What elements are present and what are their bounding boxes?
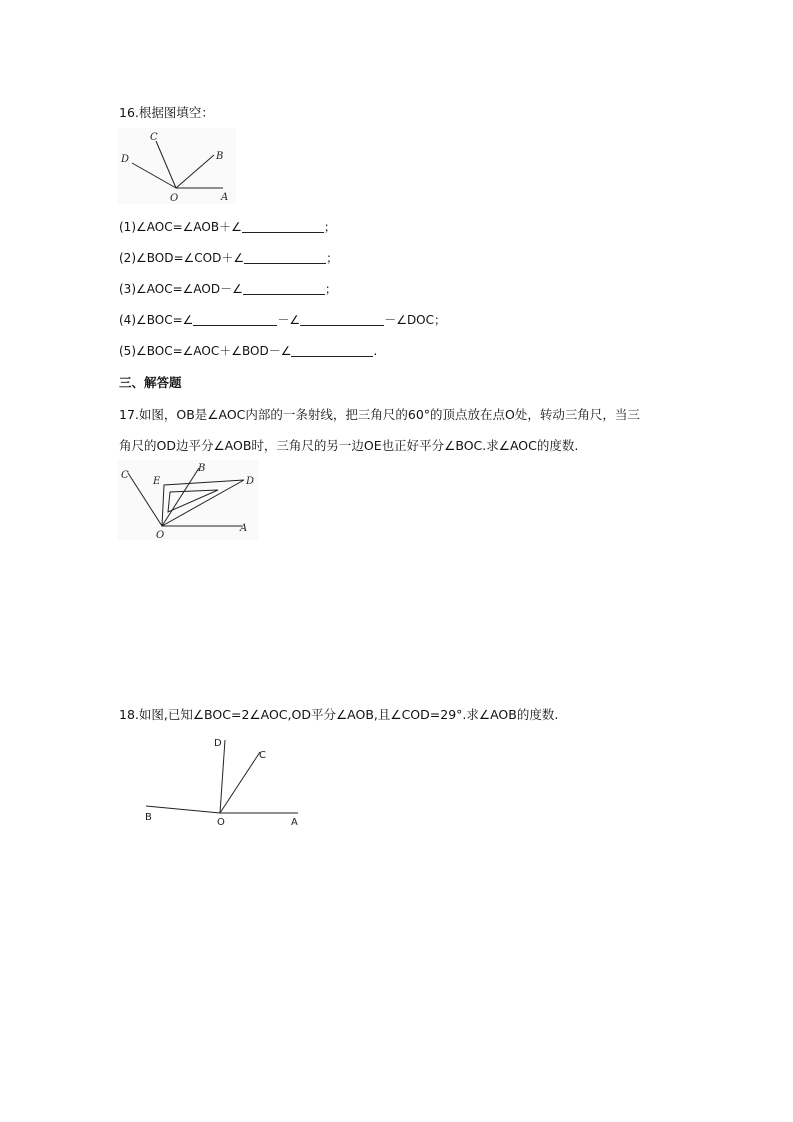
section-heading: 三、解答题 [119,375,182,390]
ray-OD [220,740,225,813]
ray-OC [220,752,260,813]
ray-OB [146,806,220,813]
label-B: B [145,812,152,823]
q16-item-1: (1)∠AOC=∠AOB＋∠ ； [119,220,336,234]
label-C: C [259,750,266,761]
q16-item-2: (2)∠BOD=∠COD＋∠ ； [119,251,339,265]
answer-blank[interactable] [243,282,325,295]
label-A: A [291,817,298,828]
q16-item-3: (3)∠AOC=∠AOD－∠ ； [119,282,337,296]
answer-blank[interactable] [291,344,373,357]
label-O: O [156,530,165,541]
q16-item-4: (4)∠BOC=∠ －∠ －∠DOC； [119,313,447,327]
answer-blank[interactable] [193,313,277,326]
label-O: O [170,193,179,204]
label-E: E [153,476,161,487]
q17-text-line-1: 17.如图，OB是∠AOC内部的一条射线，把三角尺的60°的顶点放在点O处，转动三角尺，当三 [119,407,640,422]
label-B: B [216,151,224,162]
q18-text: 18.如图,已知∠BOC=2∠AOC,OD平分∠AOB,且∠COD=29°.求∠AOB的度数. [119,707,559,722]
answer-blank[interactable] [244,251,326,264]
answer-blank[interactable] [242,220,324,233]
q17-figure [118,460,260,542]
q17-text-line-2: 角尺的OD边平分∠AOB时，三角尺的另一边OE也正好平分∠BOC.求∠AOC的度数. [119,438,579,453]
q16-item-5: (5)∠BOC=∠AOC＋∠BOD－∠ . [119,344,378,358]
q18-figure [140,732,310,828]
q16-figure [118,128,238,206]
label-C: C [150,132,158,143]
label-D: D [214,738,222,749]
label-B: B [198,463,206,474]
q16-title: 16.根据图填空： [119,105,214,120]
answer-blank[interactable] [300,313,384,326]
label-C: C [121,470,129,481]
label-O: O [217,817,225,828]
label-D: D [121,154,130,165]
label-D: D [246,476,255,487]
label-A: A [221,192,229,203]
label-A: A [240,523,248,534]
